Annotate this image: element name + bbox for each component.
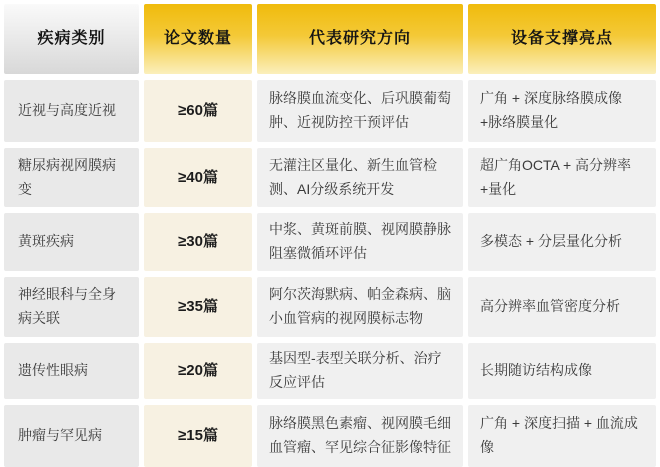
cell-research-direction: 中浆、黄斑前膜、视网膜静脉阻塞微循环评估: [257, 213, 463, 271]
header-paper-count: 论文数量: [144, 4, 252, 74]
cell-equipment-highlight: 高分辨率血管密度分析: [468, 277, 656, 337]
cell-equipment-highlight: 长期随访结构成像: [468, 343, 656, 399]
cell-research-direction: 脉络膜血流变化、后巩膜葡萄肿、近视防控干预评估: [257, 80, 463, 142]
cell-research-direction: 脉络膜黑色素瘤、视网膜毛细血管瘤、罕见综合征影像特征: [257, 405, 463, 467]
cell-research-direction: 基因型-表型关联分析、治疗反应评估: [257, 343, 463, 399]
cell-disease: 糖尿病视网膜病变: [4, 148, 139, 207]
cell-paper-count: ≥20篇: [144, 343, 252, 399]
cell-research-direction: 无灌注区量化、新生血管检测、AI分级系统开发: [257, 148, 463, 207]
cell-paper-count: ≥30篇: [144, 213, 252, 271]
cell-paper-count: ≥60篇: [144, 80, 252, 142]
header-disease-category: 疾病类别: [4, 4, 139, 74]
cell-disease: 神经眼科与全身病关联: [4, 277, 139, 337]
cell-disease: 遗传性眼病: [4, 343, 139, 399]
cell-research-direction: 阿尔茨海默病、帕金森病、脑小血管病的视网膜标志物: [257, 277, 463, 337]
cell-disease: 黄斑疾病: [4, 213, 139, 271]
cell-equipment-highlight: 广角 + 深度脉络膜成像+脉络膜量化: [468, 80, 656, 142]
cell-equipment-highlight: 超广角OCTA + 高分辨率+量化: [468, 148, 656, 207]
cell-disease: 肿瘤与罕见病: [4, 405, 139, 467]
cell-equipment-highlight: 多模态 + 分层量化分析: [468, 213, 656, 271]
cell-equipment-highlight: 广角 + 深度扫描 + 血流成像: [468, 405, 656, 467]
cell-paper-count: ≥15篇: [144, 405, 252, 467]
header-research-direction: 代表研究方向: [257, 4, 463, 74]
cell-paper-count: ≥35篇: [144, 277, 252, 337]
cell-paper-count: ≥40篇: [144, 148, 252, 207]
header-equipment-highlight: 设备支撑亮点: [468, 4, 656, 74]
cell-disease: 近视与高度近视: [4, 80, 139, 142]
